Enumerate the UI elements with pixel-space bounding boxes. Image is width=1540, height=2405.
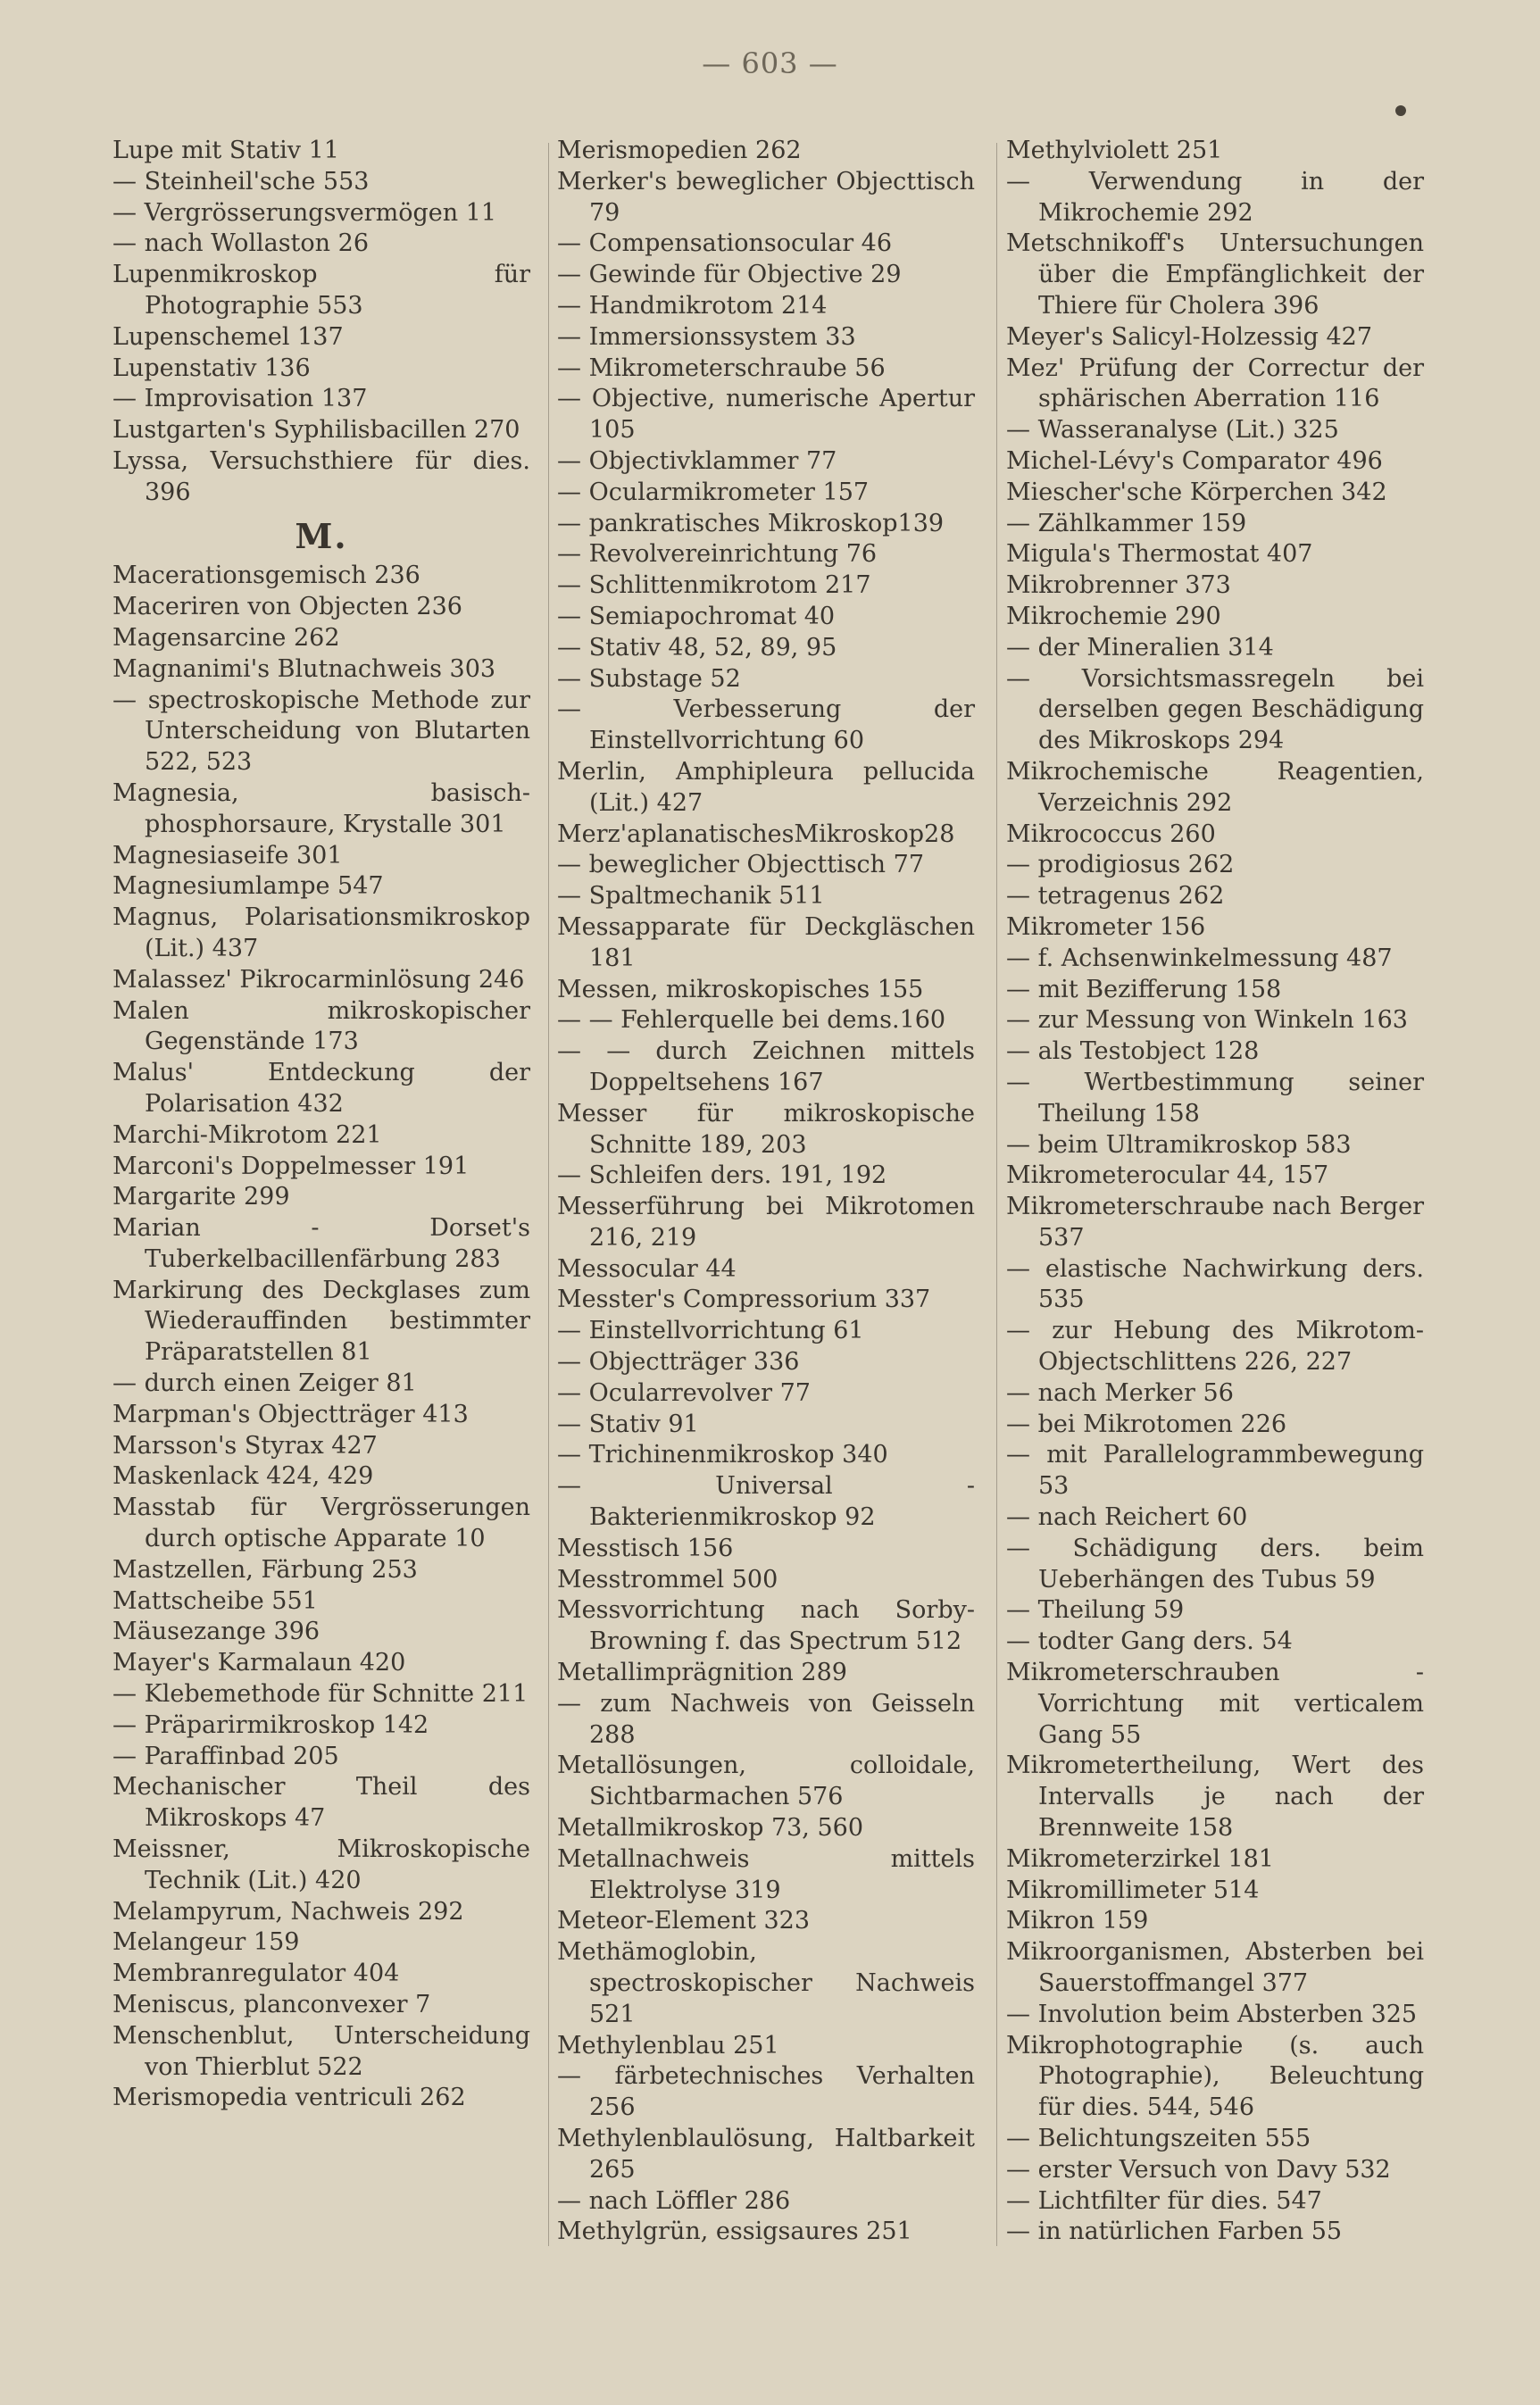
index-entry: — mit Parallelogrammbewegung 53	[1006, 1441, 1424, 1501]
index-entry: Marsson's Styrax 427	[112, 1431, 378, 1460]
index-entry: — Theilung 59	[1006, 1596, 1185, 1625]
index-entry: Magnesiaseife 301	[112, 841, 343, 870]
index-entry: — Belichtungszeiten 555	[1006, 2125, 1311, 2152]
index-entry: — Substage 52	[557, 664, 741, 693]
index-entry: Lupenstativ 136	[112, 354, 311, 382]
index-entry: — Stativ 91	[557, 1410, 699, 1438]
index-entry: Malassez' Pikrocarminlösung 246	[112, 965, 525, 994]
index-entry: Messerführung bei Mikrotomen 216, 219	[557, 1193, 975, 1252]
index-entry: Lyssa, Versuchsthiere für dies. 396	[112, 446, 530, 506]
index-entry: — pankratisches Mikroskop139	[557, 509, 945, 537]
index-entry: Messer für mikroskopische Schnitte 189, 203	[557, 1099, 975, 1159]
index-entry: Macerationsgemisch 236	[112, 562, 420, 590]
index-entry: Markirung des Deckglases zum Wiederauffinden bestimmter Präparatstellen 81	[112, 1276, 530, 1367]
index-entry: Messapparate für Deckgläschen 181	[557, 912, 975, 972]
index-entry: Methylviolett 251	[1006, 137, 1223, 164]
index-entry: — Improvisation 137	[112, 385, 368, 413]
index-entry: — Objective, numerische Apertur 105	[557, 385, 975, 445]
index-entry: Meyer's Salicyl-Holzessig 427	[1006, 322, 1373, 351]
index-entry: — — Fehlerquelle bei dems.160	[557, 1006, 946, 1035]
index-entry: — färbetechnisches Verhalten 256	[557, 2062, 975, 2122]
index-entry: — Einstellvorrichtung 61	[557, 1317, 864, 1345]
index-entry: — Paraffinbad 205	[112, 1742, 339, 1770]
index-column-3	[1006, 136, 1424, 2248]
index-entry: Metallimprägnition 289	[557, 1659, 847, 1687]
index-entry: — Zählkammer 159	[1006, 509, 1247, 537]
index-entry: — Vorsichtsmassregeln bei derselben gegen Beschädigung des Mikroskops 294	[1006, 664, 1424, 755]
index-entry: — Klebemethode für Schnitte 211	[112, 1680, 529, 1709]
index-entry: Mikrobrenner 373	[1006, 571, 1231, 600]
index-entry: Metallösungen, colloidale, Sichtbarmachen 576	[557, 1752, 975, 1811]
index-entry: Mikrophotographie (s. auch Photographie), Beleuchtung für dies. 544, 546	[1006, 2031, 1424, 2122]
index-entry: Mäusezange 396	[112, 1618, 320, 1646]
index-entry: Melampyrum, Nachweis 292	[112, 1897, 464, 1926]
index-entry: Magnanimi's Blutnachweis 303	[112, 654, 496, 683]
index-entry: Metschnikoff's Untersuchungen über die Empfänglichkeit der Thiere für Cholera 396	[1006, 229, 1424, 320]
index-entry: — Immersionssystem 33	[557, 322, 856, 351]
index-entry: Melangeur 159	[112, 1928, 300, 1957]
index-entry: Methylgrün, essigsaures 251	[557, 2218, 912, 2246]
index-entry: — prodigiosus 262	[1006, 851, 1235, 879]
column-divider	[996, 143, 997, 2246]
index-entry: — zum Nachweis von Geisseln 288	[557, 1689, 975, 1749]
index-entry: Lupenschemel 137	[112, 322, 344, 351]
index-entry: Miescher'sche Körperchen 342	[1006, 478, 1387, 506]
index-entry: Magensarcine 262	[112, 623, 340, 652]
index-entry: Marchi-Mikrotom 221	[112, 1120, 382, 1149]
index-entry: — Universal - Bakterienmikroskop 92	[557, 1472, 975, 1532]
index-entry: Merlin, Amphipleura pellucida (Lit.) 427	[557, 757, 975, 817]
index-entry: — in natürlichen Farben 55	[1006, 2218, 1343, 2246]
index-entry: Mechanischer Theil des Mikroskops 47	[112, 1773, 530, 1833]
index-entry: Methylenblaulösung, Haltbarkeit 265	[557, 2125, 975, 2184]
index-entry: Magnesia, basisch-phosphorsaure, Krystalle 301	[112, 778, 530, 838]
index-entry: — Präparirmikroskop 142	[112, 1710, 429, 1739]
index-entry: — Steinheil'sche 553	[112, 167, 370, 196]
page-number: — 603 —	[702, 46, 838, 80]
index-entry: Mez' Prüfung der Correctur der sphärischen Aberration 116	[1006, 354, 1424, 413]
index-entry: Maceriren von Objecten 236	[112, 593, 462, 621]
index-entry: Mikrometerocular 44, 157	[1006, 1161, 1329, 1190]
index-entry: Merker's beweglicher Objecttisch 79	[557, 167, 975, 227]
index-entry: Malus' Entdeckung der Polarisation 432	[112, 1059, 530, 1118]
index-entry: — f. Achsenwinkelmessung 487	[1006, 944, 1393, 972]
index-entry: Messocular 44	[557, 1254, 737, 1283]
index-entry: Mikrochemie 290	[1006, 602, 1221, 630]
index-entry: Mikromillimeter 514	[1006, 1876, 1260, 1904]
index-entry: — Handmikrotom 214	[557, 291, 828, 320]
index-entry: — Ocularrevolver 77	[557, 1378, 811, 1407]
index-entry: Margarite 299	[112, 1183, 290, 1211]
index-entry: Metallnachweis mittels Elektrolyse 319	[557, 1844, 975, 1904]
index-entry: — nach Wollaston 26	[112, 229, 369, 258]
index-entry: Mikrometertheilung, Wert des Intervalls je nach der Brennweite 158	[1006, 1752, 1424, 1843]
index-entry: Membranregulator 404	[112, 1960, 400, 1988]
index-entry: — bei Mikrotomen 226	[1006, 1410, 1287, 1438]
index-entry: — Spaltmechanik 511	[557, 882, 825, 911]
index-entry: Merismopedien 262	[557, 137, 802, 164]
index-entry: Menschenblut, Unterscheidung von Thierblut 522	[112, 2021, 530, 2081]
index-entry: — der Mineralien 314	[1006, 633, 1274, 662]
index-entry: Meteor-Element 323	[557, 1907, 810, 1935]
index-column-2	[557, 136, 975, 2248]
index-entry: Mattscheibe 551	[112, 1586, 318, 1615]
index-entry: Marconi's Doppelmesser 191	[112, 1152, 470, 1180]
index-entry: Mikrometerzirkel 181	[1006, 1844, 1274, 1873]
index-entry: Maskenlack 424, 429	[112, 1462, 374, 1491]
index-entry: — beim Ultramikroskop 583	[1006, 1130, 1352, 1159]
index-entry: Mikrochemische Reagentien, Verzeichnis 292	[1006, 757, 1424, 817]
index-entry: Michel-Lévy's Comparator 496	[1006, 446, 1383, 475]
index-entry: — spectroskopische Methode zur Unterscheidung von Blutarten 522, 523	[112, 686, 530, 777]
index-entry: Mikroorganismen, Absterben bei Sauerstoffmangel 377	[1006, 1938, 1424, 1998]
index-entry: Messvorrichtung nach Sorby-Browning f. das Spectrum 512	[557, 1596, 975, 1656]
index-entry: Magnus, Polarisationsmikroskop (Lit.) 437	[112, 903, 530, 962]
index-entry: Marpman's Objectträger 413	[112, 1400, 469, 1428]
index-entry: — Lichtfilter für dies. 547	[1006, 2186, 1322, 2215]
index-entry: Messtisch 156	[557, 1534, 734, 1562]
index-entry: — zur Messung von Winkeln 163	[1006, 1006, 1408, 1035]
index-entry: Malen mikroskopischer Gegenstände 173	[112, 996, 530, 1056]
index-entry: — Schlittenmikrotom 217	[557, 571, 871, 600]
index-entry: Merismopedia ventriculi 262	[112, 2084, 466, 2112]
index-entry: — Ocularmikrometer 157	[557, 478, 870, 506]
index-entry: — Wasseranalyse (Lit.) 325	[1006, 416, 1339, 445]
section-heading-m: M.	[295, 515, 348, 556]
index-entry: — Semiapochromat 40	[557, 602, 836, 630]
index-entry: — nach Löffler 286	[557, 2186, 791, 2215]
index-entry: — mit Bezifferung 158	[1006, 975, 1282, 1003]
index-entry: — nach Merker 56	[1006, 1378, 1234, 1407]
index-entry: — Trichinenmikroskop 340	[557, 1441, 888, 1469]
index-entry: Migula's Thermostat 407	[1006, 540, 1313, 569]
ink-speck	[1395, 105, 1406, 116]
index-column-1	[112, 136, 530, 2114]
index-entry: Messen, mikroskopisches 155	[557, 975, 924, 1003]
index-entry: Lupe mit Stativ 11	[112, 137, 339, 164]
index-entry: — elastische Nachwirkung ders. 535	[1006, 1254, 1424, 1314]
index-entry: — Schädigung ders. beim Ueberhängen des Tubus 59	[1006, 1534, 1424, 1594]
index-entry: — beweglicher Objecttisch 77	[557, 851, 924, 879]
index-entry: — tetragenus 262	[1006, 882, 1225, 911]
index-entry: Meissner, Mikroskopische Technik (Lit.) 420	[112, 1835, 530, 1894]
index-entry: Methämoglobin, spectroskopischer Nachweis 521	[557, 1938, 975, 2028]
index-entry: — Gewinde für Objective 29	[557, 261, 902, 289]
index-entry: Merz'aplanatischesMikroskop28	[557, 820, 955, 848]
index-entry: — zur Hebung des Mikrotom-Objectschlittens 226, 227	[1006, 1317, 1424, 1377]
index-entry: Mikrometerschrauben - Vorrichtung mit verticalem Gang 55	[1006, 1659, 1424, 1749]
index-entry: Messtrommel 500	[557, 1565, 778, 1594]
index-entry: Magnesiumlampe 547	[112, 872, 384, 901]
index-entry: — als Testobject 128	[1006, 1037, 1260, 1066]
index-entry: — Revolvereinrichtung 76	[557, 540, 878, 569]
index-entry: — Schleifen ders. 191, 192	[557, 1161, 887, 1190]
index-entry: — Involution beim Absterben 325	[1006, 2000, 1418, 2028]
index-entry: — Compensationsocular 46	[557, 229, 893, 258]
index-entry: Metallmikroskop 73, 560	[557, 1814, 863, 1843]
index-entry: — Mikrometerschraube 56	[557, 354, 886, 382]
index-entry: — Vergrösserungsvermögen 11	[112, 198, 497, 227]
index-entry: Mayer's Karmalaun 420	[112, 1649, 406, 1677]
index-entry: — Stativ 48, 52, 89, 95	[557, 633, 837, 662]
index-entry: Lupenmikroskop für Photographie 553	[112, 261, 530, 320]
index-entry: — nach Reichert 60	[1006, 1503, 1248, 1532]
index-entry: — erster Versuch von Davy 532	[1006, 2155, 1391, 2184]
index-entry: Mikrococcus 260	[1006, 820, 1216, 848]
index-entry: Lustgarten's Syphilisbacillen 270	[112, 416, 520, 445]
index-entry: — — durch Zeichnen mittels Doppeltsehens 167	[557, 1037, 975, 1096]
index-entry: — durch einen Zeiger 81	[112, 1369, 417, 1398]
index-entry: — Verwendung in der Mikrochemie 292	[1006, 167, 1424, 227]
column-divider	[548, 143, 549, 2246]
index-entry: — Objectträger 336	[557, 1348, 800, 1377]
index-entry: — Objectivklammer 77	[557, 446, 837, 475]
index-entry: — Wertbestimmung seiner Theilung 158	[1006, 1068, 1424, 1128]
index-entry: Meniscus, planconvexer 7	[112, 1991, 431, 2019]
index-entry: Methylenblau 251	[557, 2031, 779, 2060]
index-entry: Marian - Dorset's Tuberkelbacillenfärbung 283	[112, 1214, 530, 1273]
index-entry: Mikrometer 156	[1006, 912, 1206, 941]
index-entry: Masstab für Vergrösserungen durch optische Apparate 10	[112, 1494, 530, 1553]
index-entry: — Verbesserung der Einstellvorrichtung 60	[557, 695, 975, 755]
index-entry: Mastzellen, Färbung 253	[112, 1555, 418, 1584]
index-entry: — todter Gang ders. 54	[1006, 1627, 1293, 1656]
index-entry: Messter's Compressorium 337	[557, 1286, 931, 1314]
index-entry: Mikrometerschraube nach Berger 537	[1006, 1193, 1424, 1252]
index-entry: Mikron 159	[1006, 1907, 1149, 1935]
